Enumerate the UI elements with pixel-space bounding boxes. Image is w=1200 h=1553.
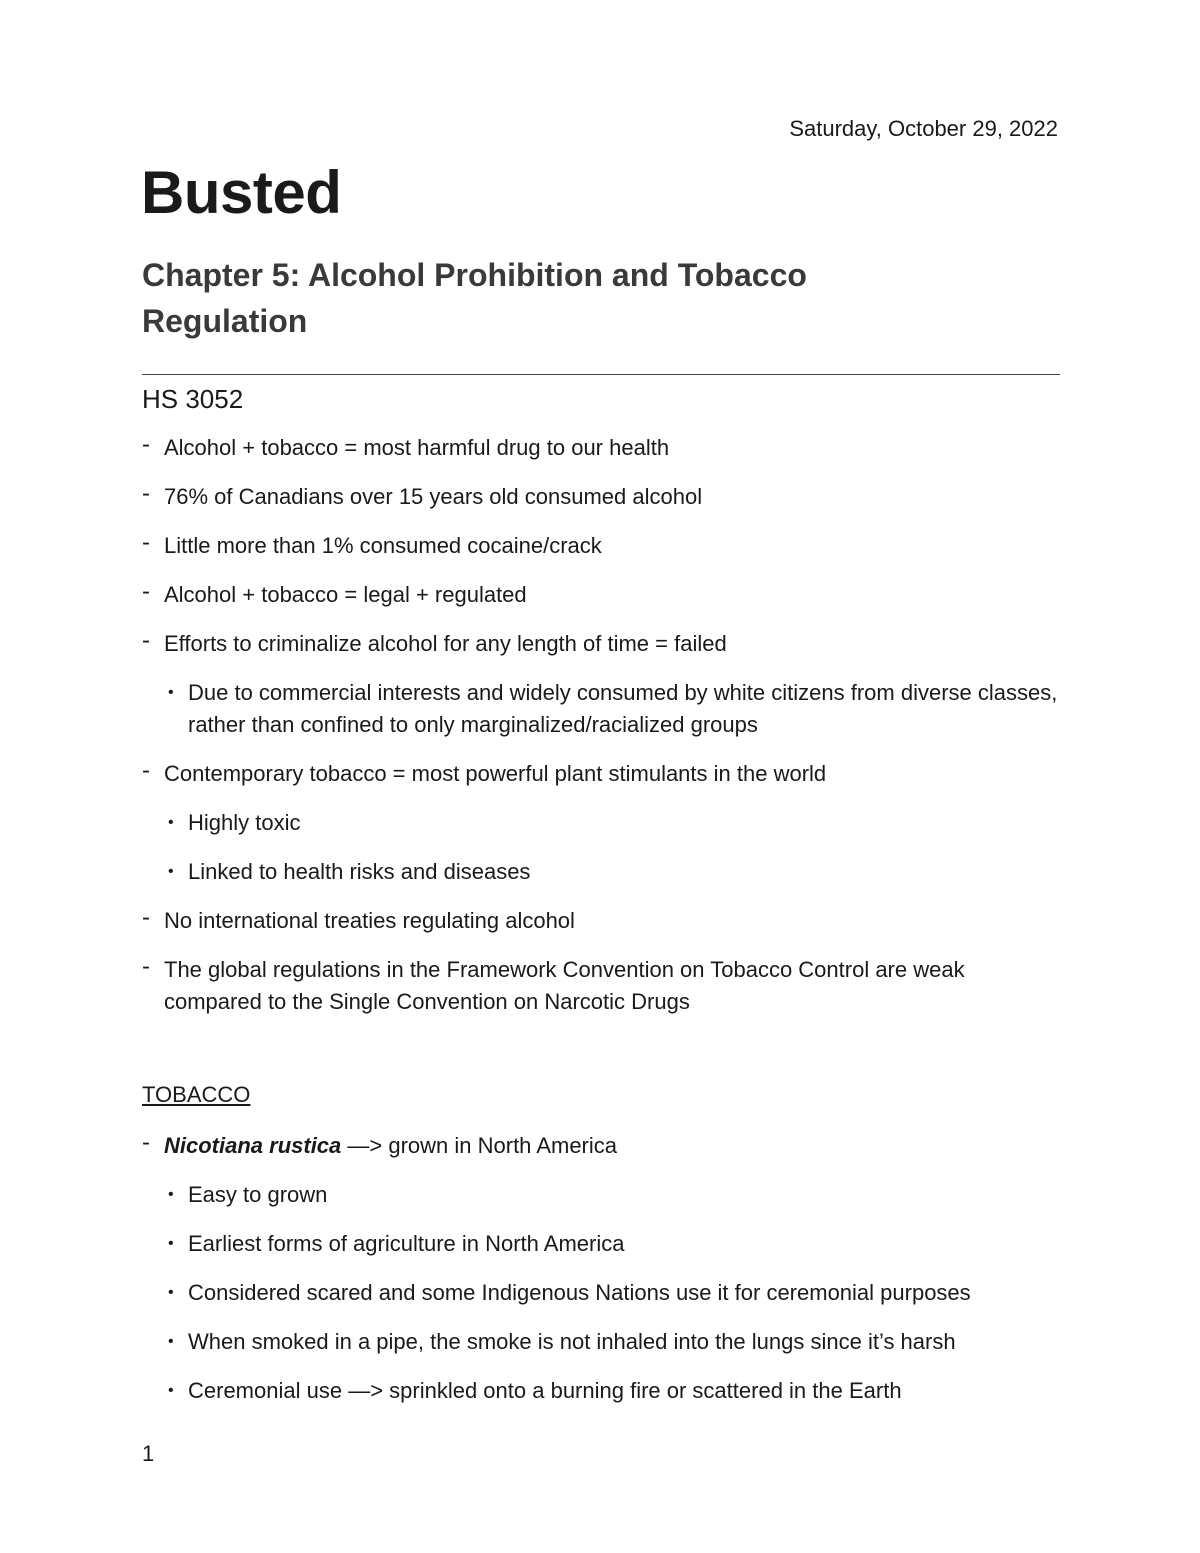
species-description: —> grown in North America — [341, 1133, 618, 1158]
species-term: Nicotiana rustica — [164, 1133, 342, 1158]
page-number: 1 — [142, 1441, 155, 1466]
list-subitem: • Easy to grown — [142, 1179, 1060, 1211]
list-item: - Little more than 1% consumed cocaine/crack — [142, 530, 1060, 562]
list-subitem: • Due to commercial interests and widely consumed by white citizens from diverse classes, rather than confined to only marginalized/racialized groups — [142, 677, 1060, 741]
list-subitem: • Highly toxic — [142, 807, 1060, 839]
list-item: - Contemporary tobacco = most powerful plant stimulants in the world — [142, 758, 1060, 790]
note-date: Saturday, October 29, 2022 — [789, 116, 1058, 141]
section-heading-tobacco: TOBACCO — [142, 1082, 251, 1107]
list-item: - Alcohol + tobacco = most harmful drug to our health — [142, 432, 1060, 464]
note-title: Busted — [141, 159, 342, 226]
tobacco-list — [142, 1130, 1060, 1424]
list-subitem: • Earliest forms of agriculture in North America — [142, 1228, 1060, 1260]
list-item: - Efforts to criminalize alcohol for any length of time = failed — [142, 628, 1060, 660]
list-subitem: • Ceremonial use —> sprinkled onto a burning fire or scattered in the Earth — [142, 1375, 1060, 1407]
list-subitem: • Linked to health risks and diseases — [142, 856, 1060, 888]
chapter-subtitle: Chapter 5: Alcohol Prohibition and Tobacco Regulation — [142, 257, 807, 339]
list-subitem: • When smoked in a pipe, the smoke is not inhaled into the lungs since it’s harsh — [142, 1326, 1060, 1358]
list-item: - No international treaties regulating alcohol — [142, 905, 1060, 937]
list-item: - Alcohol + tobacco = legal + regulated — [142, 579, 1060, 611]
divider-line — [142, 374, 1060, 375]
list-item: - The global regulations in the Framework Convention on Tobacco Control are weak compared to the Single Convention on Narcotic Drugs — [142, 954, 1060, 1018]
notes-list — [142, 432, 1060, 1035]
list-subitem: • Considered scared and some Indigenous Nations use it for ceremonial purposes — [142, 1277, 1060, 1309]
list-item: - 76% of Canadians over 15 years old consumed alcohol — [142, 481, 1060, 513]
list-item — [142, 1130, 1060, 1162]
course-code: HS 3052 — [142, 384, 244, 414]
